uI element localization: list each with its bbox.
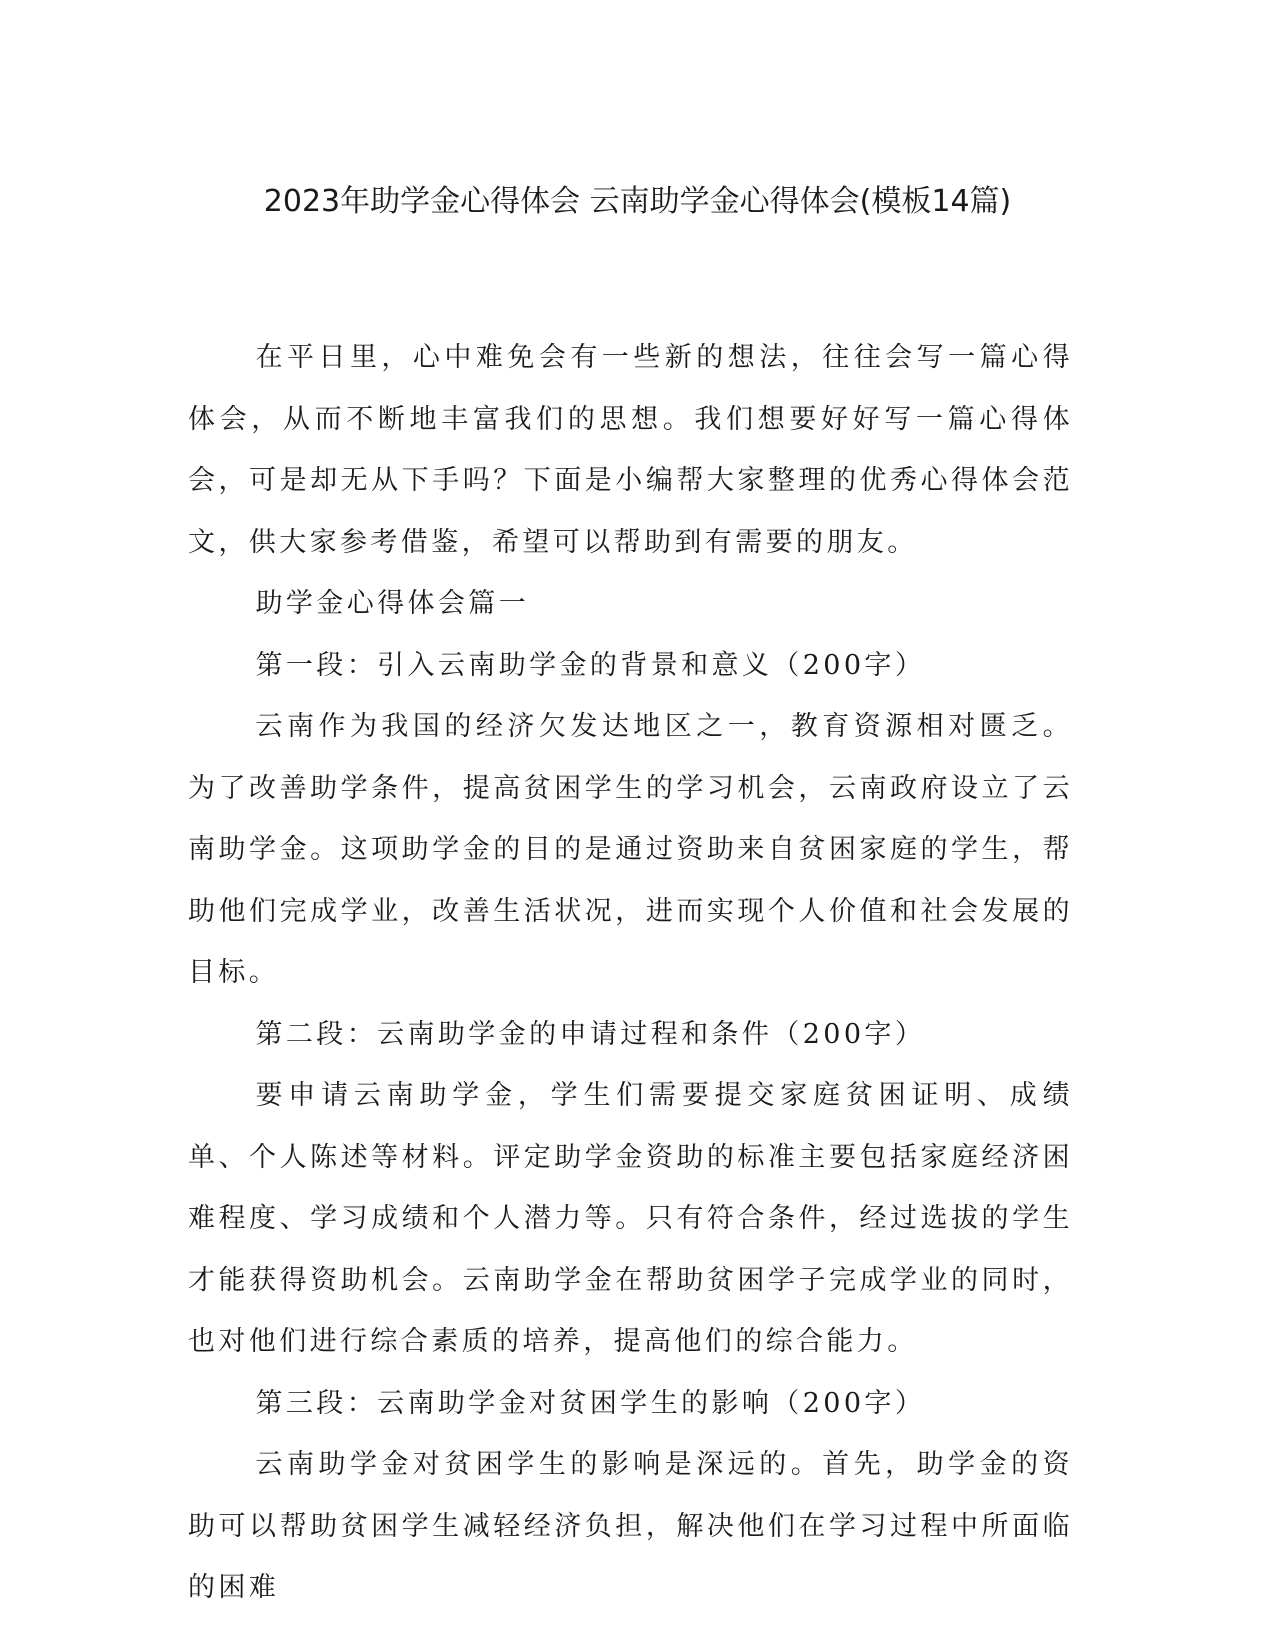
body-paragraph: 云南作为我国的经济欠发达地区之一，教育资源相对匮乏。为了改善助学条件，提高贫困学生的学习机会，云南政府设立了云南助学金。这项助学金的目的是通过资助来自贫困家庭的学生，帮助他们完成学业，改善生活状况，进而实现个人价值和社会发展的目标。 [188, 711, 1073, 988]
intro-paragraph: 在平日里，心中难免会有一些新的想法，往往会写一篇心得体会，从而不断地丰富我们的思想。我们想要好好写一篇心得体会，可是却无从下手吗？下面是小编帮大家整理的优秀心得体会范文，供大家参考借鉴，希望可以帮助到有需要的朋友。 [188, 342, 1073, 558]
document-title: 2023年助学金心得体会 云南助学金心得体会(模板14篇) [263, 184, 1012, 219]
section-heading: 助学金心得体会篇一 [255, 588, 530, 619]
subsection-heading: 第二段：云南助学金的申请过程和条件（200字） [255, 1018, 926, 1050]
subsection-heading: 第一段：引入云南助学金的背景和意义（200字） [255, 649, 926, 681]
body-paragraph: 要申请云南助学金，学生们需要提交家庭贫困证明、成绩单、个人陈述等材料。评定助学金资助的标准主要包括家庭经济困难程度、学习成绩和个人潜力等。只有符合条件，经过选拔的学生才能获得资助机会。云南助学金在帮助贫困学子完成学业的同时，也对他们进行综合素质的培养，提高他们的综合能力。 [188, 1080, 1073, 1357]
subsection-heading: 第三段：云南助学金对贫困学生的影响（200字） [255, 1387, 926, 1419]
body-paragraph: 云南助学金对贫困学生的影响是深远的。首先，助学金的资助可以帮助贫困学生减轻经济负担，解决他们在学习过程中所面临的困难 [188, 1449, 1073, 1603]
document-body [188, 327, 1073, 1619]
